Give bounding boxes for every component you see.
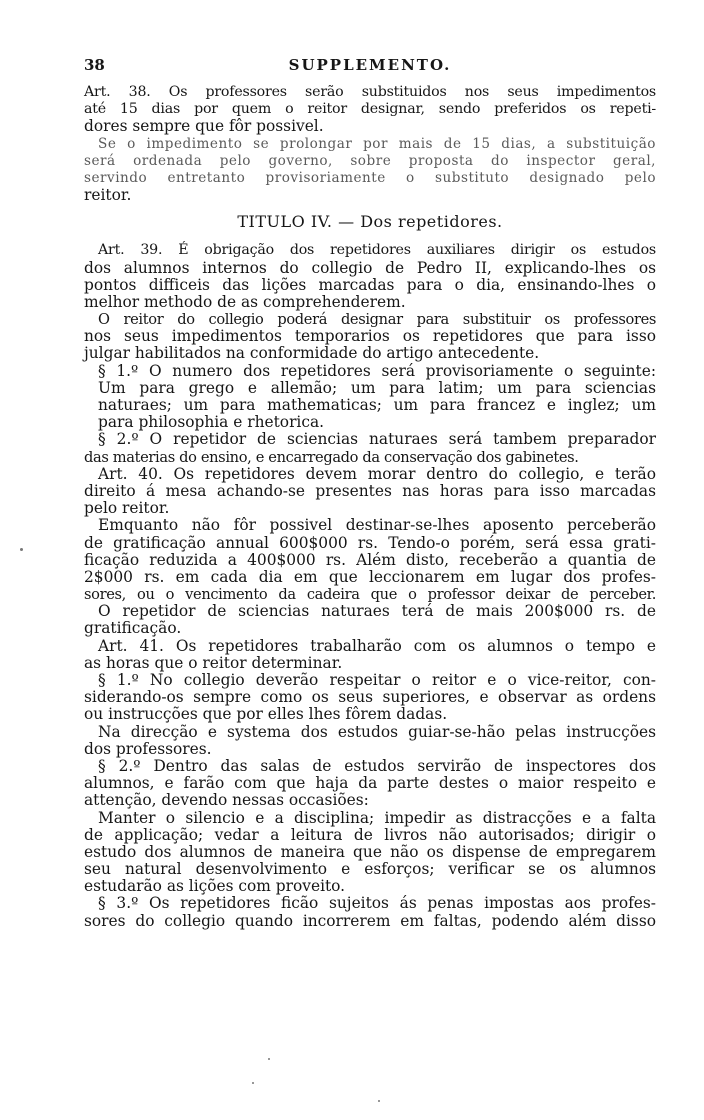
text-line: das materias do ensino, e encarregado da conservação dos gabinetes. — [84, 448, 579, 466]
text-line: melhor methodo de as comprehenderem. — [84, 292, 406, 311]
article-39-paragraph — [84, 242, 656, 311]
scan-speck — [378, 1100, 380, 1102]
article-41-section-3 — [84, 895, 656, 929]
text-line: dores sempre que fôr possivel. — [84, 117, 324, 136]
text-line: O repetidor de sciencias naturaes terá de mais 200$000 rs. de — [98, 602, 656, 621]
text-line: pontos difficeis das lições marcadas para o dia, ensinando-lhes o — [84, 275, 656, 294]
article-41-section-2 — [84, 758, 656, 810]
text-line: Um para grego e allemão; um para latim; um para sciencias — [98, 378, 656, 397]
text-line: § 1.º No collegio deverão respeitar o reitor e o vice-reitor, con- — [98, 671, 656, 689]
text-line: gratificação. — [84, 619, 182, 638]
article-40-paragraph — [84, 466, 656, 518]
text-line: para philosophia e rhetorica. — [98, 413, 325, 432]
text-line: O reitor do collegio poderá designar para substituir os professores — [98, 311, 656, 329]
article-39-section-2 — [84, 431, 656, 465]
text-line: Se o impedimento se prolongar por mais de 15 dias, a substituição — [98, 135, 656, 152]
page-number: 38 — [84, 56, 105, 74]
text-line: reitor. — [84, 186, 132, 205]
text-line: Manter o silencio e a disciplina; impedir as distracções e a falta — [98, 808, 656, 827]
running-title: SUPPLEMENTO. — [288, 56, 452, 74]
article-38-substitution-paragraph — [84, 136, 656, 205]
article-39-section-1 — [84, 363, 656, 432]
text-line: as horas que o reitor determinar. — [84, 653, 343, 672]
text-line: pelo reitor. — [84, 499, 170, 518]
article-39-reitor-paragraph — [84, 311, 656, 363]
text-line: naturaes; um para mathematicas; um para francez e inglez; um — [98, 396, 656, 414]
text-line: Emquanto não fôr possivel destinar-se-lhes aposento perceberão — [98, 516, 656, 535]
text-line: ficação reduzida a 400$000 rs. Além disto, receberão a quantia de — [84, 550, 656, 569]
text-line: estudarão as lições com proveito. — [84, 877, 346, 896]
text-line: ou instrucções que por elles lhes fôrem dadas. — [84, 705, 448, 724]
text-line: Art. 41. Os repetidores trabalharão com os alumnos o tempo e — [98, 636, 656, 655]
text-line: de gratificação annual 600$000 rs. Tendo-o porém, será essa grati- — [84, 533, 656, 552]
text-line: Na direcção e systema dos estudos guiar-se-hão pelas instrucções — [98, 722, 656, 741]
text-line: servindo entretanto provisoriamente o substituto designado pelo — [84, 169, 656, 186]
text-line: dos professores. — [84, 739, 212, 758]
text-line: Art. 38. Os professores serão substituidos nos seus impedimentos — [84, 84, 656, 100]
scan-speck — [20, 548, 23, 551]
text-line: estudo dos alumnos de maneira que não os dispense de empregarem — [84, 842, 656, 861]
text-line: siderando-os sempre como os seus superiores, e observar as ordens — [84, 688, 656, 707]
text-line: até 15 dias por quem o reitor designar, sendo preferidos os repeti- — [84, 101, 656, 118]
text-line: sores, ou o vencimento da cadeira que o professor deixar de perceber. — [84, 586, 656, 604]
article-40-gratification-paragraph — [84, 517, 656, 603]
text-line: § 3.º Os repetidores ficão sujeitos ás penas impostas aos profes- — [98, 894, 656, 913]
page-body — [84, 84, 656, 930]
text-line: attenção, devendo nessas occasiões: — [84, 791, 369, 810]
article-41-direction-paragraph — [84, 724, 656, 758]
text-line: § 2.º O repetidor de sciencias naturaes será tambem preparador — [98, 430, 656, 449]
text-line: 2$000 rs. em cada dia em que leccionarem em lugar dos profes- — [84, 567, 656, 586]
article-40-natural-sciences-paragraph — [84, 603, 656, 637]
scan-speck — [268, 1058, 270, 1060]
text-line: sores do collegio quando incorrerem em faltas, podendo além disso — [84, 911, 656, 930]
article-41-duties-paragraph — [84, 810, 656, 896]
text-line: julgar habilitados na conformidade do artigo antecedente. — [84, 344, 540, 363]
article-41-paragraph — [84, 638, 656, 672]
text-line: dos alumnos internos do collegio de Pedro II, explicando-lhes os — [84, 258, 656, 277]
text-line: seu natural desenvolvimento e esforços; verificar se os alumnos — [84, 860, 656, 879]
scan-speck — [252, 1082, 254, 1084]
text-line: de applicação; vedar a leitura de livros não autorisados; dirigir o — [84, 825, 656, 844]
page-header — [84, 56, 656, 82]
article-38-paragraph — [84, 84, 656, 136]
text-line: § 1.º O numero dos repetidores será provisoriamente o seguinte: — [98, 361, 656, 380]
text-line: será ordenada pelo governo, sobre proposta do inspector geral, — [84, 152, 656, 169]
text-line: alumnos, e farão com que haja da parte destes o maior respeito e — [84, 774, 656, 793]
text-line: § 2.º Dentro das salas de estudos servirão de inspectores dos — [98, 756, 656, 775]
text-line: direito á mesa achando-se presentes nas horas para isso marcadas — [84, 481, 656, 500]
chapter-title: TITULO IV. — Dos repetidores. — [237, 212, 503, 232]
text-line: Art. 40. Os repetidores devem morar dentro do collegio, e terão — [98, 464, 656, 483]
text-line: nos seus impedimentos temporarios os repetidores que para isso — [84, 327, 656, 346]
article-41-section-1 — [84, 672, 656, 724]
text-line: Art. 39. É obrigação dos repetidores auxiliares dirigir os estudos — [98, 242, 656, 259]
